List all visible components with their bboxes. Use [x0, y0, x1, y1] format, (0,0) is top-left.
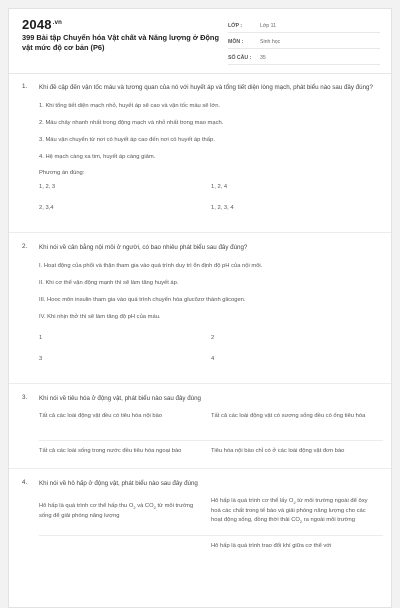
- answer-options: [39, 335, 383, 377]
- statement: III. Hooc môn insulin tham gia vào quá trình chuyển hóa glucôzơ thành glicogen.: [39, 297, 246, 303]
- question-text: Khi nói về hô hấp ở động vật, phát biểu nào sau đây đúng: [39, 480, 198, 487]
- answer-option-d[interactable]: 4: [211, 356, 215, 362]
- question-2: 2. Khi nói về cân bằng nội môi ở người, có bao nhiêu phát biểu sau đây đúng? I. Hoạt động của phổi và thận tham gia vào quá trình duy trì ổn định độ pH của nội môi. II. Khi cơ thể vận động mạnh thì sẽ làm tăng huyết áp. III. Hooc môn insulin tham gia vào quá trình chuyển hóa glucôzơ thành glicogen. IV. Khi nhịn thở thì sẽ làm tăng độ pH của máu. 1 2 3 4: [9, 243, 392, 377]
- question-1: 1. Khi đề cập đến vận tốc máu và tương quan của nó với huyết áp và tổng tiết diện lòng mạch, phát biểu nào sau đây đúng? 1. Khi tổng tiết diện mạch nhỏ, huyết áp sẽ cao và vận tốc máu sẽ lớn. 2. Máu chảy nhanh nhất trong động mạch và nhỏ nhất trong mao mạch. 3. Máu vận chuyển từ nơi có huyết áp cao đến nơi có huyết áp thấp. 4. Hệ mạch càng xa tim, huyết áp càng giảm. Phương án đúng: 1, 2, 3 1, 2, 4 2, 3,4 1, 2, 3, 4: [9, 83, 392, 226]
- answer-option-c[interactable]: Hô hấp là quá trình trao đổi khí giữa cơ thể với: [211, 535, 383, 563]
- answer-option-a[interactable]: 1: [39, 335, 43, 341]
- answer-option-b[interactable]: 1, 2, 4: [211, 184, 228, 190]
- statement: II. Khi cơ thể vận động mạnh thì sẽ làm tăng huyết áp.: [39, 280, 179, 286]
- question-divider: [9, 383, 392, 384]
- question-text: Khi nói về tiêu hóa ở động vật, phát biểu nào sau đây đúng: [39, 395, 201, 402]
- statement: 2. Máu chảy nhanh nhất trong động mạch và nhỏ nhất trong mao mạch.: [39, 120, 224, 126]
- answer-option-c[interactable]: Tất cả các loài sống trong nước đều tiêu hóa ngoại bào: [39, 440, 211, 468]
- question-3: 3. Khi nói về tiêu hóa ở động vật, phát biểu nào sau đây đúng Tất cả các loài động vật đều có tiêu hóa nội bào Tất cả các loài động vật có xương sống đều có ống tiêu hóa Tất cả các loài sống trong nước đều tiêu hóa ngoại bào Tiêu hóa nội bào chỉ có ở các loài động vật đơn bào: [9, 394, 392, 468]
- meta-row-subject: MÔN : Sinh học: [228, 35, 380, 49]
- document-header: [9, 9, 391, 71]
- document-page: [8, 8, 392, 608]
- answer-options: [39, 184, 383, 226]
- answer-option-b[interactable]: 2: [211, 335, 215, 341]
- meta-row-class: LỚP : Lớp 11: [228, 19, 380, 33]
- answer-option-c[interactable]: 3: [39, 356, 43, 362]
- statement: IV. Khi nhịn thở thì sẽ làm tăng độ pH của máu.: [39, 314, 161, 320]
- question-divider: [9, 468, 392, 469]
- meta-info: [228, 19, 380, 67]
- answer-option-a[interactable]: Hô hấp là quá trình cơ thể hấp thu $O_2$ và $CO_2$ từ môi trường sống để giải phóng năng lượng: [39, 503, 194, 520]
- site-logo[interactable]: $2048^{.vn}$: [22, 17, 63, 32]
- statement: 3. Máu vận chuyển từ nơi có huyết áp cao đến nơi có huyết áp thấp.: [39, 137, 215, 143]
- answer-options: [39, 497, 383, 563]
- answer-option-a[interactable]: Tất cả các loài động vật đều có tiêu hóa nội bào: [39, 413, 163, 419]
- answer-option-c-empty: [39, 535, 211, 563]
- statement: 4. Hệ mạch càng xa tim, huyết áp càng giảm.: [39, 154, 156, 160]
- statement: I. Hoạt động của phổi và thận tham gia vào quá trình duy trì ổn định độ pH của nội môi.: [39, 263, 263, 269]
- answer-option-d[interactable]: 1, 2, 3, 4: [211, 205, 234, 211]
- question-4: 4. Khi nói về hô hấp ở động vật, phát biểu nào sau đây đúng Hô hấp là quá trình cơ thể hấp thu $O_2$ và $CO_2$ từ môi trường sống để giải phóng năng lượng Hô hấp là quá trình cơ thể lấy $O_2$ từ môi trường ngoài để ôxy hoá các chất trong tế bào và giải phóng năng lượng cho các hoạt động sống, đồng thời thải $CO_2$ ra ngoài môi trường Hô hấp là quá trình trao đổi khí giữa cơ thể với: [9, 479, 392, 563]
- answer-option-c[interactable]: 2, 3,4: [39, 205, 54, 211]
- answer-option-d[interactable]: Tiêu hóa nội bào chỉ có ở các loài động vật đơn bào: [211, 440, 383, 468]
- question-text: Khi đề cập đến vận tốc máu và tương quan của nó với huyết áp và tổng tiết diện lòng mạch, phát biểu nào sau đây đúng?: [39, 84, 373, 91]
- question-divider: [9, 232, 392, 233]
- question-text: Khi nói về cân bằng nội môi ở người, có bao nhiêu phát biểu sau đây đúng?: [39, 244, 248, 251]
- question-list: [9, 83, 392, 563]
- answer-option-a[interactable]: 1, 2, 3: [39, 184, 56, 190]
- meta-row-count: SỐ CÂU : 35: [228, 51, 380, 65]
- header-divider: [9, 73, 391, 74]
- statement: 1. Khi tổng tiết diện mạch nhỏ, huyết áp sẽ cao và vận tốc máu sẽ lớn.: [39, 103, 221, 109]
- answer-option-b[interactable]: Hô hấp là quá trình cơ thể lấy $O_2$ từ môi trường ngoài để ôxy hoá các chất trong tế bào và giải phóng năng lượng cho các hoạt động sống, đồng thời thải $CO_2$ ra ngoài môi trường: [211, 498, 368, 525]
- page-title: 399 Bài tập Chuyển hóa Vật chất và Năng lượng ở Động vật mức độ cơ bản (P6): [22, 33, 219, 52]
- answer-options: [39, 412, 383, 468]
- answer-option-b[interactable]: Tất cả các loài động vật có xương sống đều có ống tiêu hóa: [211, 413, 366, 419]
- options-label: Phương án đúng:: [39, 170, 85, 176]
